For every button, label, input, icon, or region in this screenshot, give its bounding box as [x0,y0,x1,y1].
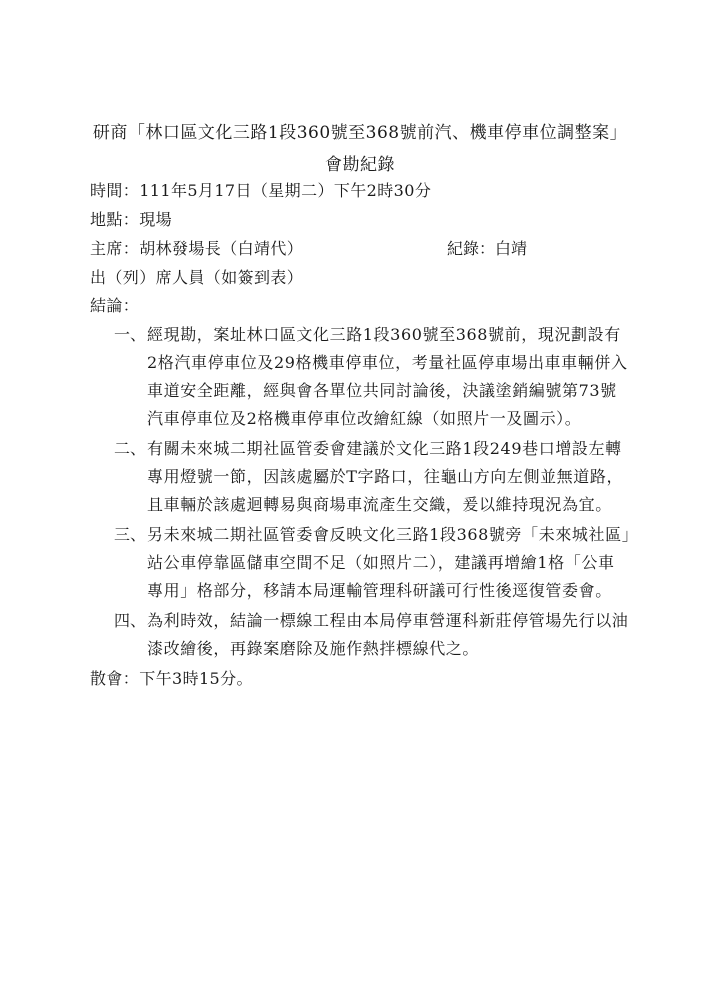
item-text-line: 為利時效，結論一標線工程由本局停車營運科新莊停管場先行以油 [147,611,629,630]
item-text-line: 經現勘，案址林口區文化三路1段360號至368號前，現況劃設有 [147,325,621,344]
item-text-line: 汽車停車位及2格機車停車位改繪紅線（如照片一及圖示）。 [147,409,582,428]
meeting-recorder: 紀錄：白靖 [447,239,528,258]
document-subtitle: 會勘紀錄 [325,155,395,175]
item-number: 二、 [114,439,147,458]
meeting-adjourn: 散會：下午3時15分。 [90,669,253,688]
item-text-line: 車道安全距離，經與會各單位共同討論後，決議塗銷編號第73號 [147,381,617,400]
item-text-line: 另未來城二期社區管委會反映文化三路1段368號旁「未來城社區」 [147,525,639,544]
item-number: 三、 [114,525,147,544]
item-text-line: 專用」格部分，移請本局運輸管理科研議可行性後逕復管委會。 [147,581,612,600]
item-text-line: 專用燈號一節，因該處屬於T字路口，往龜山方向左側並無道路， [147,467,624,486]
item-text-line: 有關未來城二期社區管委會建議於文化三路1段249巷口增設左轉 [147,439,622,458]
item-text-line: 且車輛於該處迴轉易與商場車流產生交織，爰以維持現況為宜。 [147,495,612,514]
item-text-line: 站公車停靠區儲車空間不足（如照片二），建議再增繪1格「公車 [147,553,615,572]
item-number: 一、 [114,325,147,344]
meeting-time: 時間：111年5月17日（星期二）下午2時30分 [90,181,432,200]
item-text-line: 漆改繪後，再錄案磨除及施作熱拌標線代之。 [147,639,480,658]
document-title: 研商「林口區文化三路1段360號至368號前汽、機車停車位調整案」 [92,123,628,143]
conclusion-label: 結論： [90,296,140,315]
item-text-line: 2格汽車停車位及29格機車停車位，考量社區停車場出車車輛併入 [147,353,628,372]
meeting-attendees: 出（列）席人員（如簽到表） [90,268,304,287]
item-number: 四、 [114,611,147,630]
meeting-chair: 主席：胡林發場長（白靖代） [90,239,304,258]
meeting-location: 地點：現場 [90,210,173,229]
